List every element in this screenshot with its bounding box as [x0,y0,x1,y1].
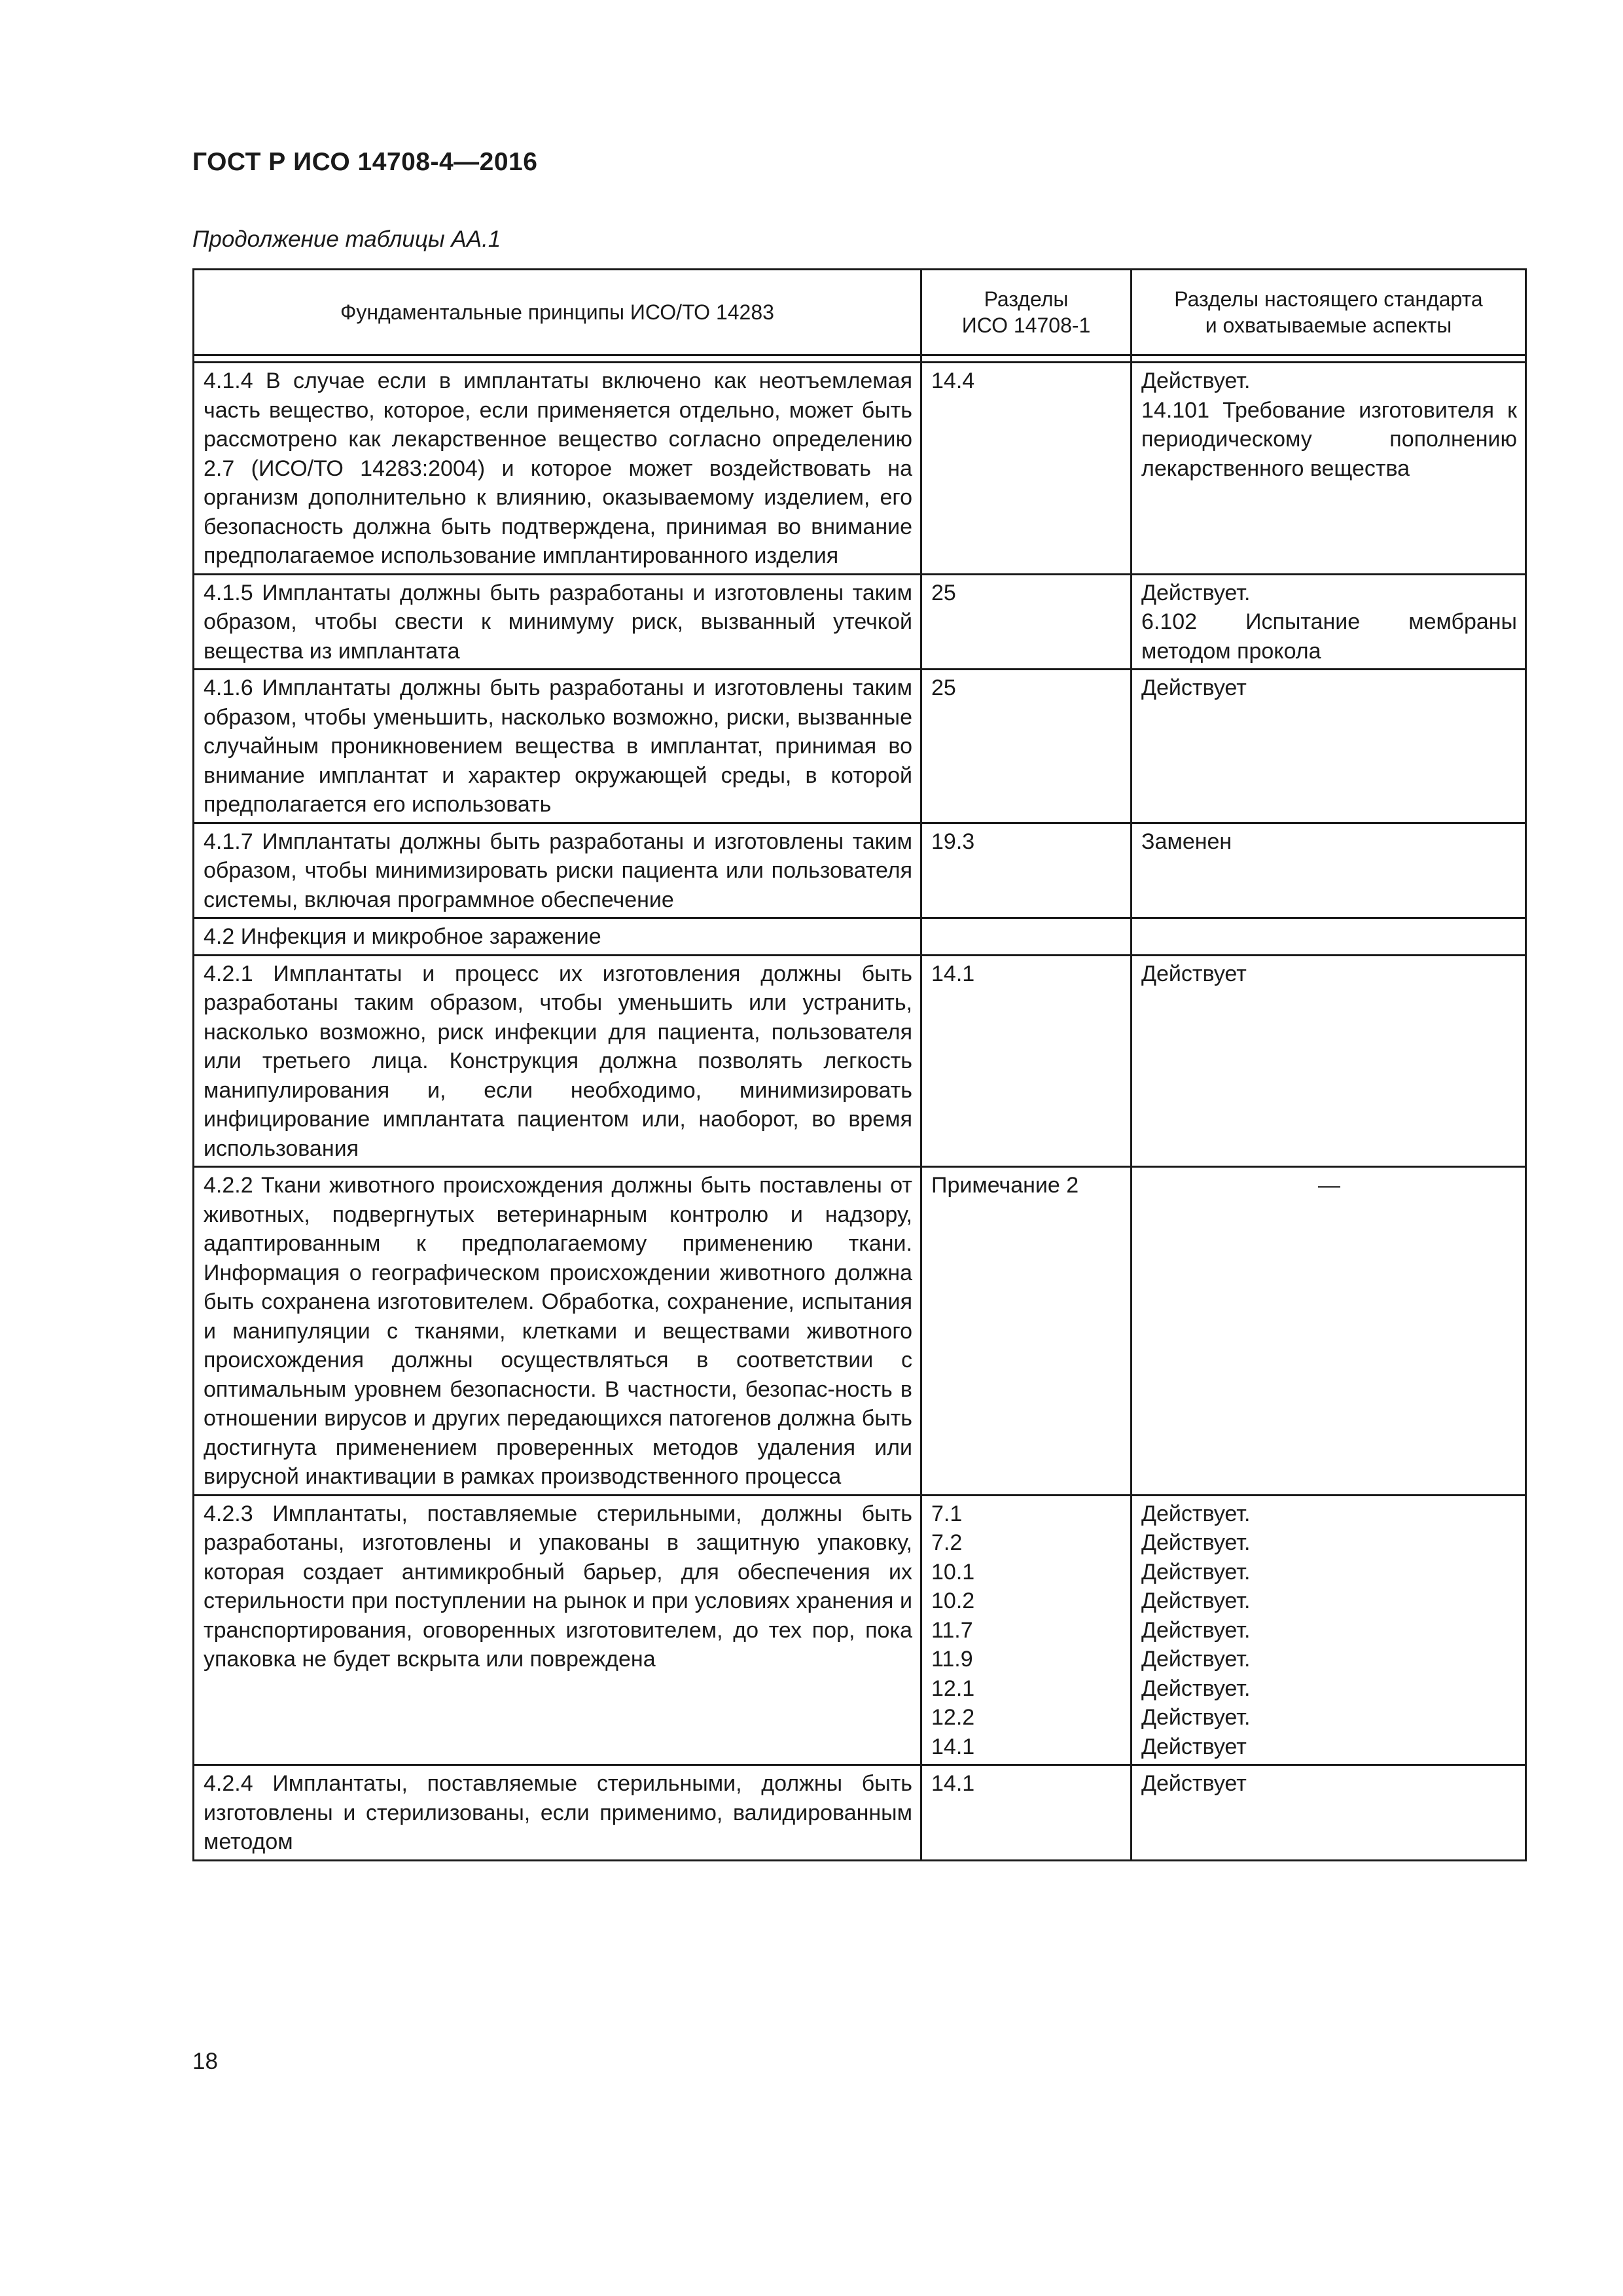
table-body [194,363,1526,1861]
table-row [194,823,1526,918]
applicability-item: Действует. [1141,1617,1251,1643]
iso-section-item: 10.2 [931,1588,975,1613]
standard-section-cell: Действует [1132,955,1526,1167]
table-row [194,1765,1526,1861]
column-header-iso-sections-line2: ИСО 14708-1 [961,314,1091,337]
iso-section-item: 11.7 [931,1617,973,1643]
iso-section-item: 10.1 [931,1559,975,1585]
header-separator [194,355,1526,363]
principle-cell: 4.1.4 В случае если в имплантаты включено как неотъемлемая часть вещество, которое, если применяется отдельно, может быть рассмотрено как лекарственное вещество согласно определению 2.7 (ИСО/ТО 14283:2004) и которое может воздействовать на организм дополнительно к влиянию, оказываемому изделием, его безопасность должна быть подтверждена, принимая во внимание предполагаемое использование имплантированного изделия [194,363,921,575]
column-header-standard-sections [1132,270,1526,355]
iso-section-item: 7.2 [931,1530,963,1555]
aspect-text: 14.101 Требование изготовителя к периодическому пополнению лекарственного вещества [1141,397,1517,481]
column-header-iso-sections [921,270,1132,355]
iso-section-item: 14.1 [931,1734,975,1759]
applicability-item: Действует. [1141,1530,1251,1555]
applicability-item: Действует. [1141,1676,1251,1701]
applicability-item: Действует. [1141,1559,1251,1585]
principle-cell: 4.1.5 Имплантаты должны быть разработаны и изготовлены таким образом, чтобы свести к минимуму риск, вызванный утечкой вещества из имплантата [194,574,921,670]
standard-section-cell [1132,363,1526,575]
iso-section-cell: 19.3 [921,823,1132,918]
standard-section-cell: Заменен [1132,823,1526,918]
table-row [194,363,1526,575]
subsection-heading-cell: 4.2 Инфекция и микробное заражение [194,918,921,956]
table-row [194,1167,1526,1496]
standard-section-cell: Действует [1132,670,1526,823]
page-number: 18 [192,2049,218,2074]
iso-section-cell: Примечание 2 [921,1167,1132,1496]
iso-section-cell: 14.1 [921,1765,1132,1861]
table-row [194,670,1526,823]
applicability-item: Действует. [1141,1705,1251,1730]
column-header-principles: Фундаментальные принципы ИСО/ТО 14283 [194,270,921,355]
principle-cell: 4.1.6 Имплантаты должны быть разработаны и изготовлены таким образом, чтобы уменьшить, насколько возможно, риски, вызванные случайным проникновением вещества в имплантат, принимая во внимание имплантат и характер окружающей среды, в которой предполагается его использовать [194,670,921,823]
applicability-list [1132,1495,1526,1765]
column-header-iso-sections-line1: Разделы [984,287,1069,311]
iso-section-cell: 14.1 [921,955,1132,1167]
iso-section-cell: 14.4 [921,363,1132,575]
principle-cell: 4.1.7 Имплантаты должны быть разработаны и изготовлены таким образом, чтобы минимизировать риски пациента или пользователя системы, включая программное обеспечение [194,823,921,918]
iso-section-cell: 25 [921,574,1132,670]
table-row [194,1495,1526,1765]
applicability-text: Действует. [1141,580,1251,605]
applicability-item: Действует [1141,1734,1247,1759]
applicability-text: Действует. [1141,368,1251,393]
applicability-item: Действует. [1141,1588,1251,1613]
correspondence-table [192,268,1527,1861]
column-header-standard-sections-line2: и охватываемые аспекты [1205,314,1452,337]
document-code-header: ГОСТ Р ИСО 14708-4—2016 [192,148,538,176]
applicability-item: Действует. [1141,1501,1251,1526]
iso-section-item: 7.1 [931,1501,963,1526]
standard-section-cell: Действует [1132,1765,1526,1861]
principle-cell: 4.2.2 Ткани животного происхождения должны быть поставлены от животных, подвергнутых ветеринарным контролю и надзору, адаптированным к предполагаемому применению ткани. Информация о географическом происхождении животного должна быть сохранена изготовителем. Обработка, сохранение, испытания и манипуляции с тканями, клетками и веществами животного происхождения должны осуществляться в соответствии с оптимальным уровнем безопасности. В частности, безопас-ность в отношении вирусов и других передающихся патогенов должна быть достигнута применением проверенных методов удаления или вирусной инактивации в рамках производственного процесса [194,1167,921,1496]
principle-cell: 4.2.4 Имплантаты, поставляемые стерильными, должны быть изготовлены и стерилизованы, если применимо, валидированным методом [194,1765,921,1861]
table-row-subsection-heading [194,918,1526,956]
standard-section-cell [1132,574,1526,670]
iso-section-item: 12.1 [931,1676,975,1701]
iso-section-cell: 25 [921,670,1132,823]
table-header [194,270,1526,363]
table-caption: Продолжение таблицы АА.1 [192,226,501,252]
iso-section-cell [921,918,1132,956]
column-header-standard-sections-line1: Разделы настоящего стандарта [1174,287,1483,311]
table-row [194,955,1526,1167]
iso-section-item: 12.2 [931,1705,975,1730]
principle-cell: 4.2.1 Имплантаты и процесс их изготовления должны быть разработаны таким образом, чтобы уменьшить или устранить, насколько возможно, риск инфекции для пациента, пользователя или третьего лица. Конструкция должна позволять легкость манипулирования и, если необходимо, минимизировать инфицирование имплантата пациентом или, наоборот, во время использования [194,955,921,1167]
aspect-text: 6.102 Испытание мембраны методом прокола [1141,609,1517,664]
iso-section-list [921,1495,1132,1765]
table-row [194,574,1526,670]
not-applicable-dash: — [1132,1167,1526,1496]
iso-section-item: 11.9 [931,1647,973,1672]
applicability-item: Действует. [1141,1647,1251,1672]
standard-section-cell [1132,918,1526,956]
principle-cell: 4.2.3 Имплантаты, поставляемые стерильными, должны быть разработаны, изготовлены и упакованы в защитную упаковку, которая создает антимикробный барьер, для обеспечения их стерильности при поступлении на рынок и при условиях хранения и транспортирования, оговоренных изготовителем, до тех пор, пока упаковка не будет вскрыта или повреждена [194,1495,921,1765]
